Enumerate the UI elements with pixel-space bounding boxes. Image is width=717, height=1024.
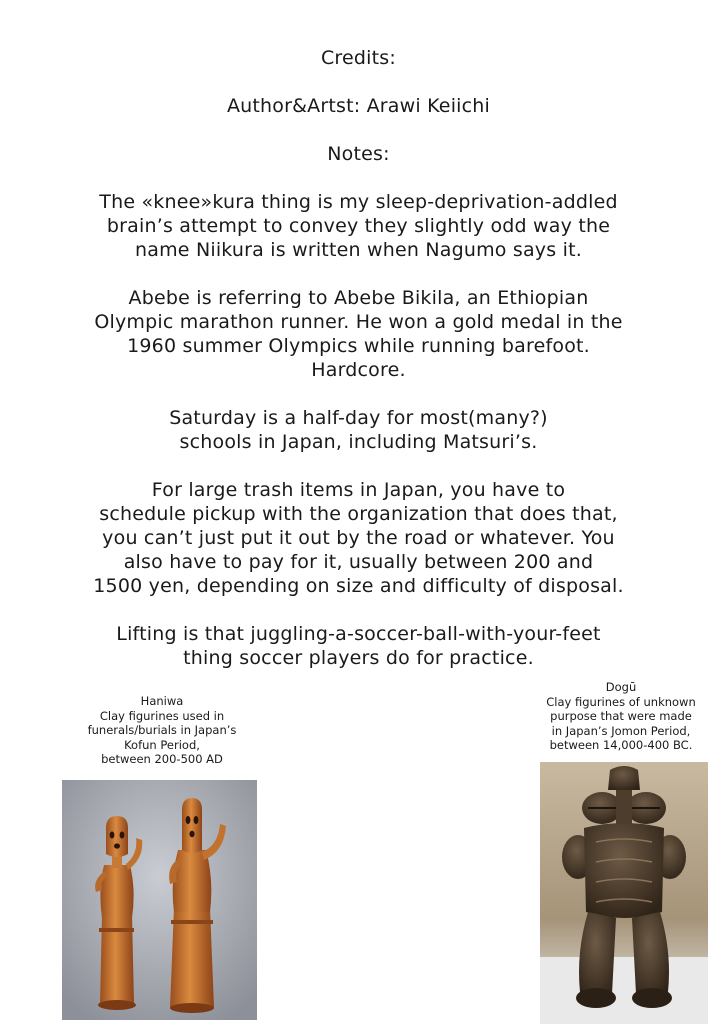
dogu-caption-line-1: Clay figurines of unknown (546, 694, 696, 709)
haniwa-caption-line-1: Clay figurines used in (99, 708, 225, 723)
note-3-line-1: Saturday is a half-day for most(many?) (169, 407, 548, 429)
dogu-caption-line-4: between 14,000-400 BC. (549, 738, 693, 752)
note-5-line-1: Lifting is that juggling-a-soccer-ball-with-your-feet (116, 623, 601, 645)
haniwa-photo (62, 780, 257, 1020)
note-1-line-2: brain’s attempt to convey they slightly odd way the (106, 215, 611, 237)
dogu-photo (540, 762, 708, 1024)
author-line: Author&Artst: Arawi Keiichi (226, 95, 491, 117)
dogu-caption-line-2: purpose that were made (550, 709, 692, 723)
dogu-title: Dogū (605, 680, 637, 694)
dogu-caption (525, 680, 717, 753)
note-4-line-2: schedule pickup with the organization that does that, (99, 503, 618, 525)
note-4-line-4: also have to pay for it, usually between 200 and (123, 551, 594, 573)
note-4-line-3: you can’t just put it out by the road or whatever. You (102, 527, 615, 549)
note-2-line-1: Abebe is referring to Abebe Bikila, an Ethiopian (128, 287, 589, 309)
haniwa-caption (52, 694, 272, 767)
notes-heading: Notes: (327, 143, 390, 165)
note-4-line-1: For large trash items in Japan, you have to (151, 479, 566, 501)
credits-heading: Credits: (320, 47, 397, 69)
note-1-line-1: The «knee»kura thing is my sleep-deprivation-addled (99, 191, 618, 213)
dogu-caption-line-3: in Japan’s Jomon Period, (551, 723, 691, 738)
note-2-line-4: Hardcore. (311, 359, 406, 381)
note-1-line-3: name Niikura is written when Nagumo says it. (135, 239, 582, 261)
haniwa-caption-line-2: funerals/burials in Japan’s (87, 723, 237, 737)
haniwa-caption-line-3: Kofun Period, (124, 737, 200, 752)
haniwa-title: Haniwa (140, 694, 184, 708)
note-2-line-2: Olympic marathon runner. He won a gold medal in the (94, 311, 623, 333)
note-2-line-3: 1960 summer Olympics while running barefoot. (127, 335, 590, 357)
note-3-line-2: schools in Japan, including Matsuri’s. (179, 431, 538, 453)
haniwa-caption-line-4: between 200-500 AD (101, 752, 223, 766)
note-5-line-2: thing soccer players do for practice. (183, 647, 534, 669)
note-4-line-5: 1500 yen, depending on size and difficulty of disposal. (93, 575, 624, 597)
